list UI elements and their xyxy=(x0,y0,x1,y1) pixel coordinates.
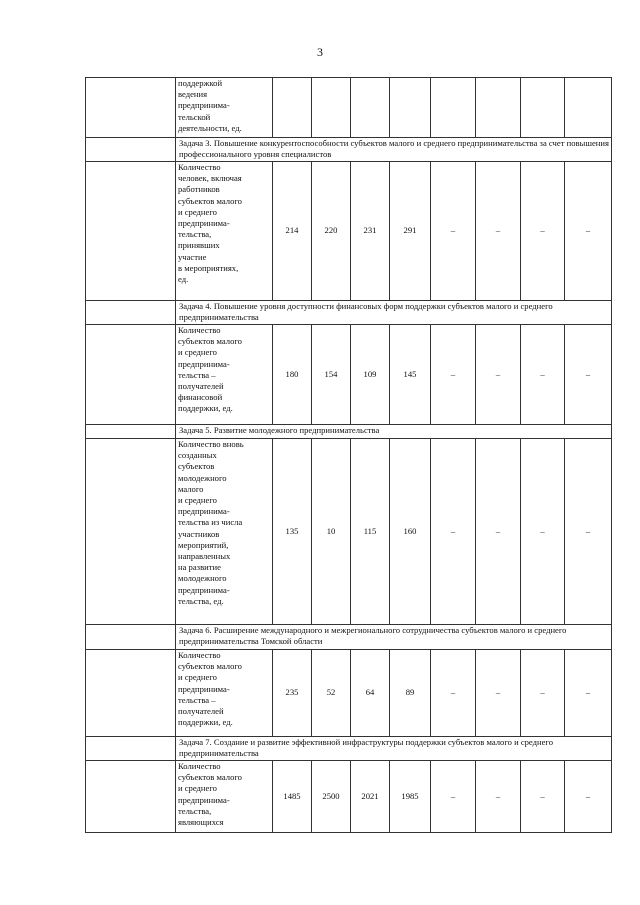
task-heading: Задача 7. Создание и развитие эффективной инфраструктуры поддержки субъектов малого и среднего предпринимательства xyxy=(176,737,612,761)
dash-cell: – xyxy=(476,439,521,625)
empty-cell xyxy=(86,625,176,650)
task-row xyxy=(86,737,612,761)
dash-cell: – xyxy=(476,650,521,737)
indicator-label: Количество субъектов малого и среднего предпринима- тельства – получателей финансовой поддержки, ед. xyxy=(176,325,273,425)
table-row xyxy=(86,325,612,425)
indicator-label: Количество субъектов малого и среднего предпринима- тельства – получателей поддержки, ед. xyxy=(176,650,273,737)
dash-cell: – xyxy=(476,761,521,833)
dash-cell: – xyxy=(521,761,565,833)
value-cell: 52 xyxy=(312,650,351,737)
page-number: 3 xyxy=(317,45,323,59)
value-cell: 1485 xyxy=(273,761,312,833)
value-cell: 231 xyxy=(351,162,390,301)
dash-cell: – xyxy=(565,162,612,301)
value-cell: 10 xyxy=(312,439,351,625)
table-row xyxy=(86,78,612,138)
value-cell: 109 xyxy=(351,325,390,425)
value-cell: 214 xyxy=(273,162,312,301)
dash-cell: – xyxy=(565,325,612,425)
empty-cell xyxy=(86,325,176,425)
value-cell: 180 xyxy=(273,325,312,425)
task-row xyxy=(86,425,612,439)
empty-cell xyxy=(86,425,176,439)
dash-cell: – xyxy=(431,650,476,737)
dash-cell: – xyxy=(431,439,476,625)
value-cell: 89 xyxy=(390,650,431,737)
dash-cell: – xyxy=(431,761,476,833)
indicator-label: поддержкой ведения предпринима- тельской деятельности, ед. xyxy=(176,78,273,138)
empty-cell xyxy=(86,650,176,737)
value-cell: 1985 xyxy=(390,761,431,833)
value-cell: 115 xyxy=(351,439,390,625)
value-cell xyxy=(476,78,521,138)
value-cell xyxy=(431,78,476,138)
task-heading: Задача 3. Повышение конкурентоспособности субъектов малого и среднего предпринимательства за счет повышения профессионального уровня специалистов xyxy=(176,138,612,162)
dash-cell: – xyxy=(565,650,612,737)
value-cell: 220 xyxy=(312,162,351,301)
value-cell: 145 xyxy=(390,325,431,425)
dash-cell: – xyxy=(565,761,612,833)
indicator-label: Количество субъектов малого и среднего предпринима- тельства, являющихся xyxy=(176,761,273,833)
value-cell: 64 xyxy=(351,650,390,737)
task-heading: Задача 6. Расширение международного и межрегионального сотрудничества субъектов малого и среднего предпринимательства Томской области xyxy=(176,625,612,650)
dash-cell: – xyxy=(521,325,565,425)
empty-cell xyxy=(86,439,176,625)
empty-cell xyxy=(86,138,176,162)
dash-cell: – xyxy=(521,439,565,625)
empty-cell xyxy=(86,301,176,325)
value-cell: 2021 xyxy=(351,761,390,833)
dash-cell: – xyxy=(431,325,476,425)
task-heading: Задача 4. Повышение уровня доступности финансовых форм поддержки субъектов малого и среднего предпринимательства xyxy=(176,301,612,325)
empty-cell xyxy=(86,737,176,761)
value-cell xyxy=(351,78,390,138)
value-cell: 135 xyxy=(273,439,312,625)
table-row xyxy=(86,439,612,625)
value-cell xyxy=(565,78,612,138)
dash-cell: – xyxy=(521,650,565,737)
value-cell: 235 xyxy=(273,650,312,737)
dash-cell: – xyxy=(521,162,565,301)
value-cell xyxy=(521,78,565,138)
dash-cell: – xyxy=(565,439,612,625)
dash-cell: – xyxy=(476,162,521,301)
indicators-table xyxy=(85,77,612,833)
indicator-label: Количество вновь созданных субъектов молодежного малого и среднего предпринима- тельства из числа участников мероприятий, направленных на развитие молодежного предпринима- тельства, ед. xyxy=(176,439,273,625)
value-cell: 160 xyxy=(390,439,431,625)
value-cell xyxy=(273,78,312,138)
value-cell: 2500 xyxy=(312,761,351,833)
value-cell xyxy=(390,78,431,138)
dash-cell: – xyxy=(476,325,521,425)
table-row xyxy=(86,162,612,301)
indicator-label: Количество человек, включая работников субъектов малого и среднего предпринима- тельства, принявших участие в мероприятиях, ед. xyxy=(176,162,273,301)
task-row xyxy=(86,625,612,650)
table-row xyxy=(86,650,612,737)
value-cell: 154 xyxy=(312,325,351,425)
empty-cell xyxy=(86,162,176,301)
empty-cell xyxy=(86,78,176,138)
dash-cell: – xyxy=(431,162,476,301)
task-heading: Задача 5. Развитие молодежного предпринимательства xyxy=(176,425,612,439)
empty-cell xyxy=(86,761,176,833)
task-row xyxy=(86,301,612,325)
value-cell: 291 xyxy=(390,162,431,301)
value-cell xyxy=(312,78,351,138)
task-row xyxy=(86,138,612,162)
table-row xyxy=(86,761,612,833)
